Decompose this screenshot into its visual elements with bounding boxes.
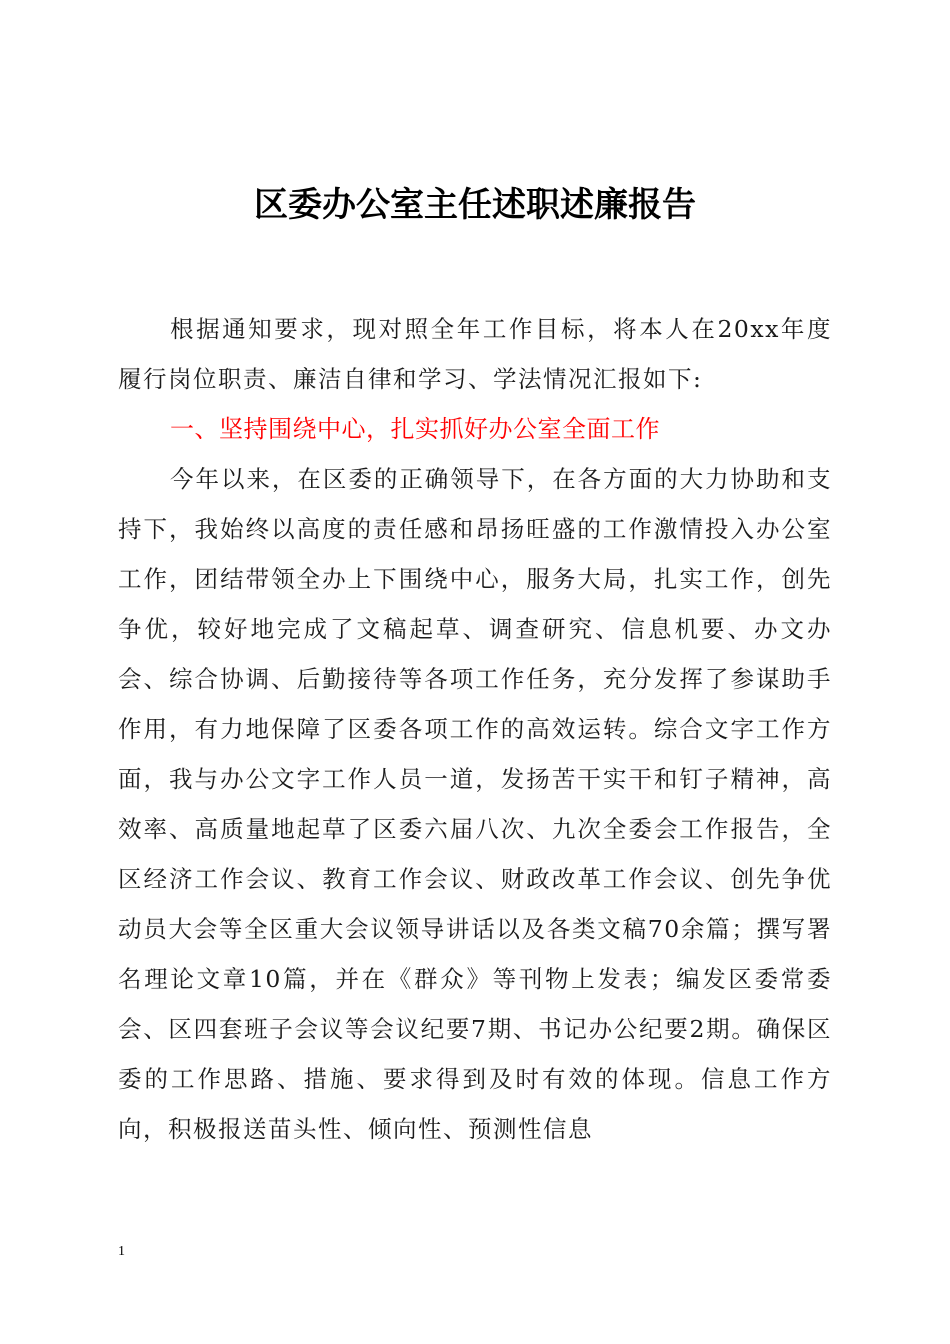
body-paragraph: 今年以来，在区委的正确领导下，在各方面的大力协助和支持下，我始终以高度的责任感和昂扬旺盛的工作激情投入办公室工作，团结带领全办上下围绕中心，服务大局，扎实工作，创先争优，较好地完成了文稿起草、调查研究、信息机要、办文办会、综合协调、后勤接待等各项工作任务，充分发挥了参谋助手作用，有力地保障了区委各项工作的高效运转。综合文字工作方面，我与办公文字工作人员一道，发扬苦干实干和钉子精神，高效率、高质量地起草了区委六届八次、九次全委会工作报告，全区经济工作会议、教育工作会议、财政改革工作会议、创先争优动员大会等全区重大会议领导讲话以及各类文稿70余篇；撰写署名理论文章10篇，并在《群众》等刊物上发表；编发区委常委会、区四套班子会议等会议纪要7期、书记办公纪要2期。确保区委的工作思路、措施、要求得到及时有效的体现。信息工作方向，积极报送苗头性、倾向性、预测性信息 xyxy=(118,465,832,1143)
intro-paragraph: 根据通知要求，现对照全年工作目标，将本人在20xx年度履行岗位职责、廉洁自律和学习、学法情况汇报如下: xyxy=(118,315,832,393)
document-title: 区委办公室主任述职述廉报告 xyxy=(254,185,696,225)
document-body xyxy=(118,304,832,1154)
section-heading: 一、坚持围绕中心，扎实抓好办公室全面工作 xyxy=(170,415,660,443)
page-number: 1 xyxy=(118,1244,125,1259)
